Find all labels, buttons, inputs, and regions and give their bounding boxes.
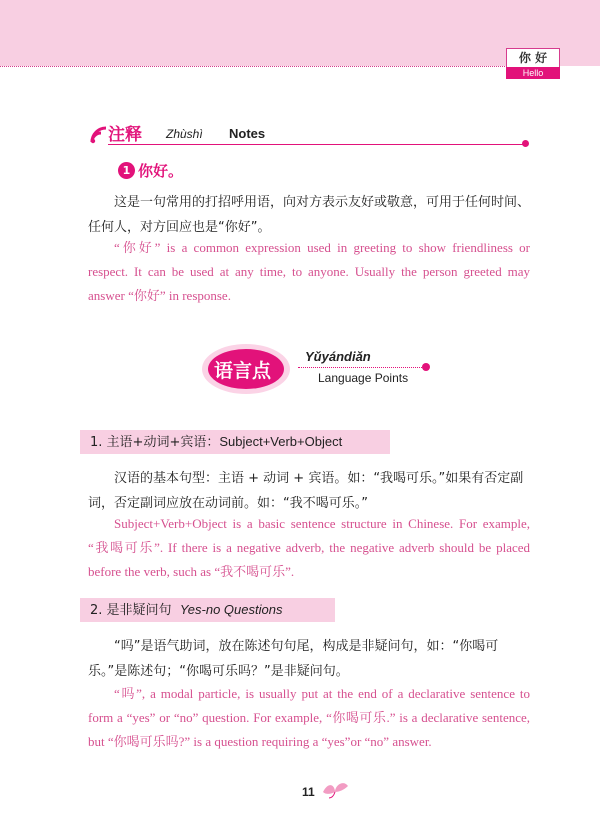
- butterfly-icon: [320, 780, 350, 800]
- language-points-title-en: Language Points: [318, 371, 409, 385]
- notes-title-pinyin: Zhùshì: [166, 127, 203, 141]
- section-1-paragraph-zh: 汉语的基本句型：主语 + 动词 + 宾语。如：“我喝可乐。”如果有否定副词，否定副词应放在动词前。如：“我不喝可乐。”: [88, 471, 524, 511]
- section-2-heading: [80, 598, 335, 622]
- language-points-title-zh: 语言点: [214, 360, 272, 382]
- language-points-title-pinyin: Yǔyándiǎn: [305, 349, 371, 364]
- language-points-heading: [200, 340, 440, 406]
- language-points-dotted-rule: [298, 367, 426, 368]
- note-item-text: 你好。: [138, 162, 184, 180]
- note-item-1: [118, 160, 183, 181]
- page-number: 11: [302, 785, 315, 799]
- section-1-heading: [80, 430, 390, 454]
- language-points-dot: [422, 363, 430, 371]
- note-paragraph-en: “你好” is a common expression used in greeting to show friendliness or respect. It can be used at any time, to anyone. Usually the person greeted may answer “你好” in response.: [88, 240, 530, 303]
- notes-heading: [88, 118, 528, 148]
- notes-title-zh: 注释: [108, 125, 142, 145]
- notes-title-en: Notes: [229, 126, 266, 141]
- section-2-paragraph-en: “吗”, a modal particle, is usually put at the end of a declarative sentence to form a “yes” or “no” question. For example, “你喝可乐.” is a declarative sentence, but “你喝可乐吗?” is a question requiring a “yes”or “no” answer.: [88, 686, 530, 749]
- lesson-tab: [506, 48, 560, 78]
- section-1-paragraph-en: Subject+Verb+Object is a basic sentence structure in Chinese. For example, “我喝可乐”. If there is a negative adverb, the negative adverb should be placed before the verb, such as “我不喝可乐”.: [88, 516, 530, 579]
- section-1-title-en: Subject+Verb+Object: [219, 434, 343, 449]
- lesson-title-en: Hello: [506, 67, 560, 79]
- lesson-title-zh: 你 好: [506, 48, 560, 67]
- note-number-badge: 1: [118, 162, 135, 179]
- section-2-paragraph-zh: “吗”是语气助词，放在陈述句句尾，构成是非疑问句，如：“你喝可乐。”是陈述句；“你喝可乐吗？”是非疑问句。: [88, 639, 499, 679]
- signal-arc-icon: [88, 122, 108, 144]
- notes-underline: [108, 144, 528, 145]
- note-paragraph-zh: 这是一句常用的打招呼用语，向对方表示友好或敬意，可用于任何时间、任何人，对方回应也是“你好”。: [88, 195, 531, 235]
- section-2-title-en: Yes-no Questions: [179, 602, 283, 617]
- section-2-title-zh: 是非疑问句: [106, 603, 172, 618]
- section-1-title-zh: 主语+动词+宾语：: [106, 435, 220, 450]
- section-1-number: 1.: [90, 435, 103, 450]
- header-dotted-rule: [0, 66, 505, 67]
- section-2-number: 2.: [90, 603, 103, 618]
- notes-underline-dot: [522, 140, 529, 147]
